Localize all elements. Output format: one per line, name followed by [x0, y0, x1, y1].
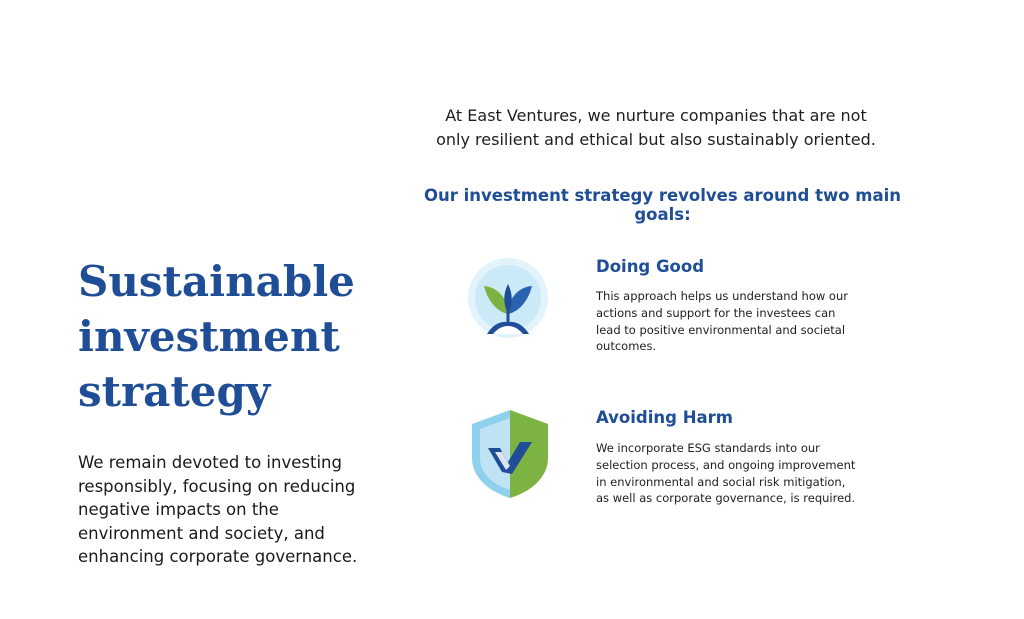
intro-text	[400, 104, 912, 152]
strategy-heading: Our investment strategy revolves around two main goals:	[423, 186, 902, 224]
shield-check-icon	[468, 408, 552, 500]
goal-description-avoiding-harm: We incorporate ESG standards into our selection process, and ongoing improvement in environmental and social risk mitigation, as well as corporate governance, is required.	[596, 441, 856, 506]
goal-description-doing-good: This approach helps us understand how our actions and support for the investees can lead to positive environmental and societal outcomes.	[596, 289, 848, 354]
intro-line-2: only resilient and ethical but also sustainably oriented.	[436, 130, 876, 149]
hero-description: We remain devoted to investing responsibly, focusing on reducing negative impacts on the environment and society, and enhancing corporate governance.	[78, 453, 358, 566]
plant-sprout-icon	[465, 258, 551, 340]
hero-title-line: strategy	[78, 367, 271, 416]
goal-title-doing-good: Doing Good	[596, 257, 705, 276]
intro-line-1: At East Ventures, we nurture companies that are not	[445, 106, 867, 125]
goal-title-avoiding-harm: Avoiding Harm	[596, 408, 733, 427]
hero-title-line: Sustainable	[78, 257, 355, 306]
hero-title	[78, 254, 408, 419]
hero-title-line: investment	[78, 312, 340, 361]
